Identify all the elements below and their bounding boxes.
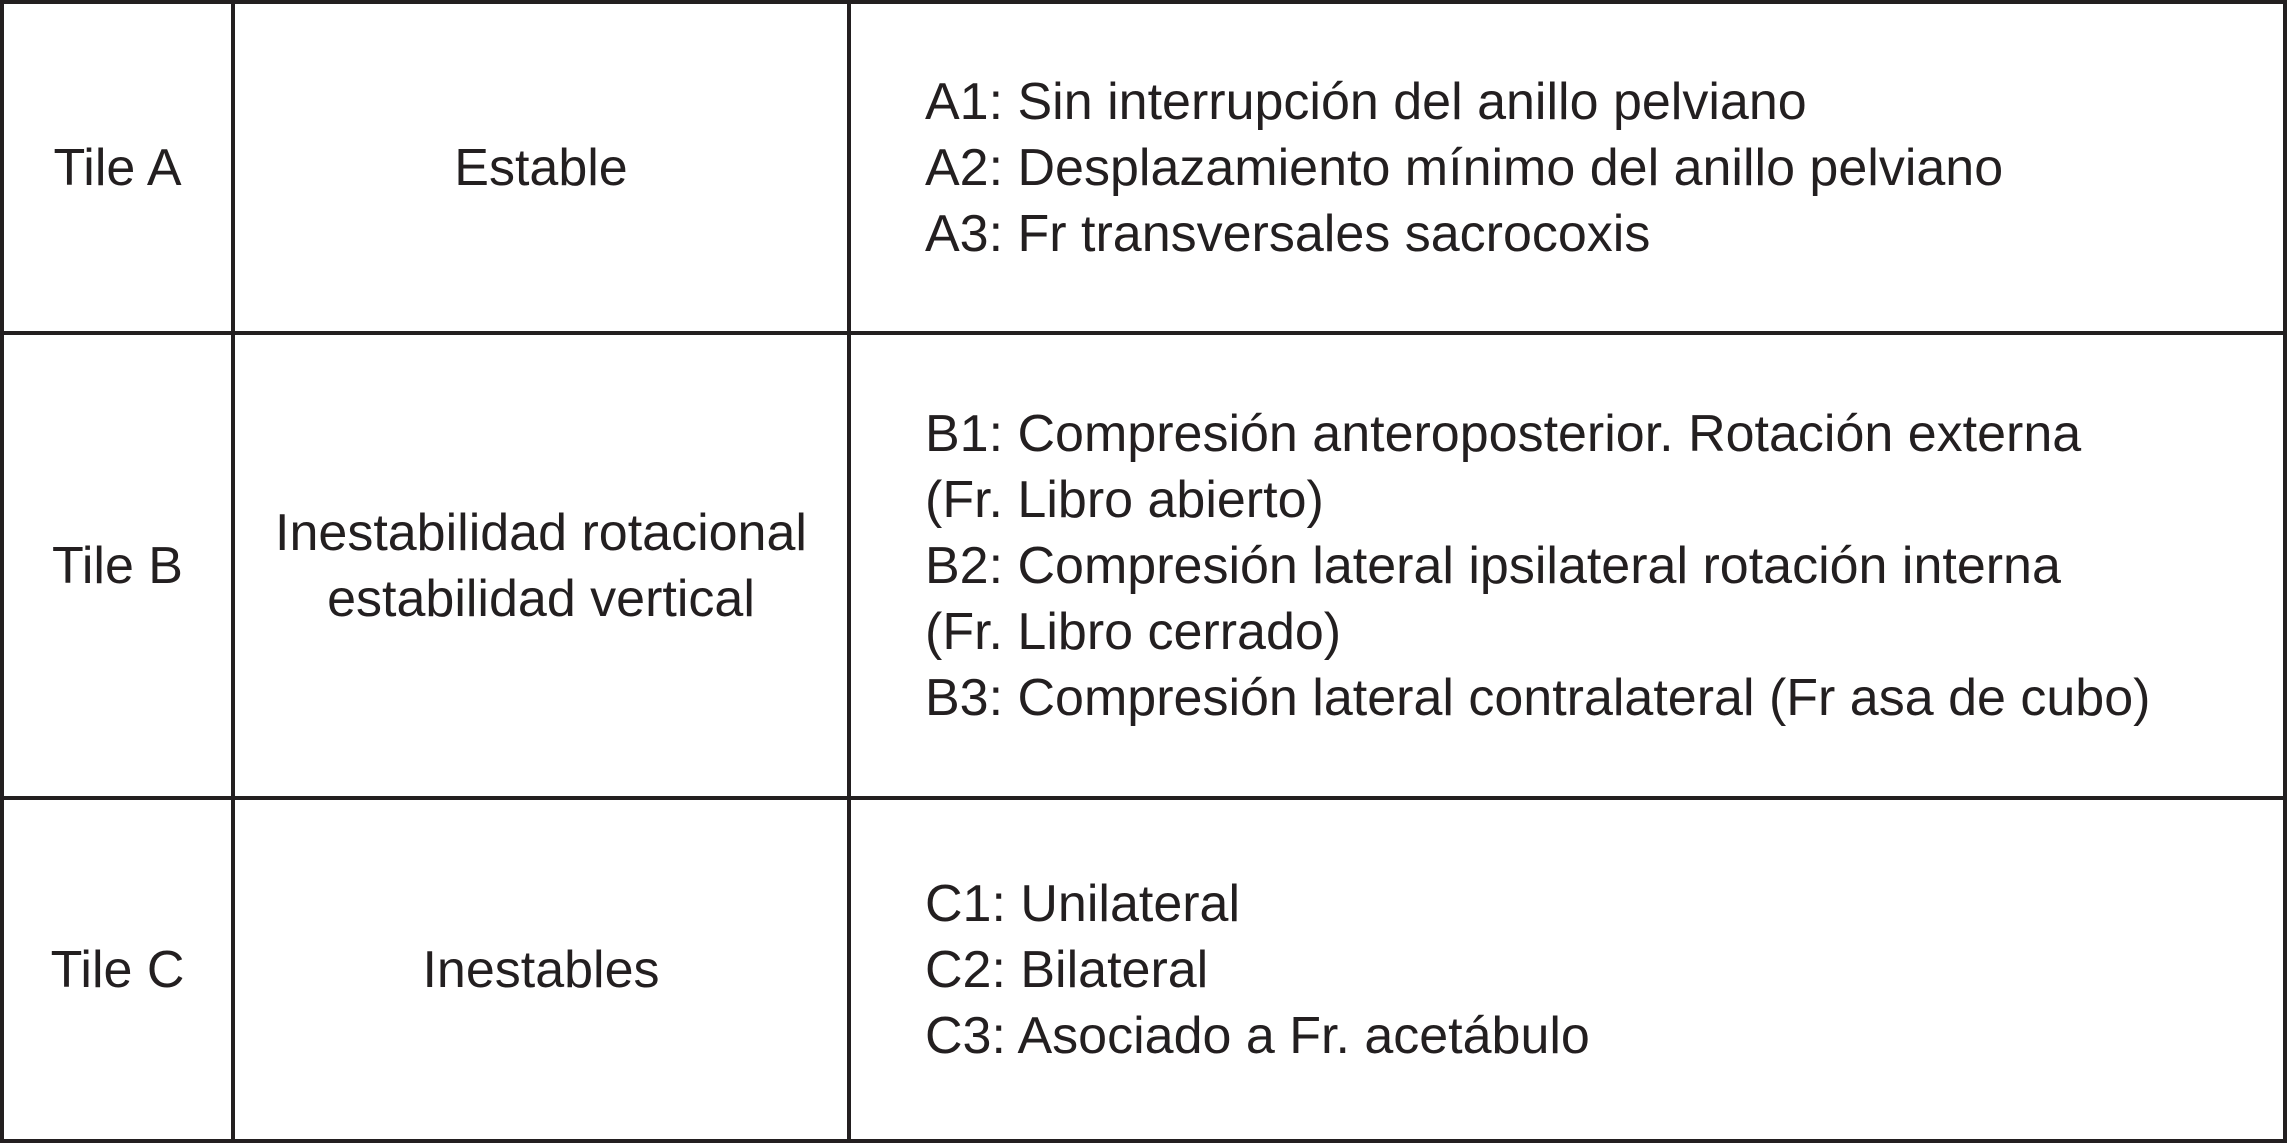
subtypes-cell [849, 2, 2285, 333]
stability-label: estabilidad vertical [327, 569, 755, 628]
subtype-line: C2: Bilateral [925, 940, 1209, 999]
tile-type-label: Tile C [50, 940, 185, 999]
subtype-line: B2: Compresión lateral ipsilateral rotación interna [925, 536, 2061, 595]
tile-type-cell [2, 333, 233, 798]
tile-type-label: Tile A [53, 138, 182, 197]
tile-type-label: Tile B [52, 536, 183, 595]
subtypes-cell [849, 333, 2285, 798]
stability-cell [233, 798, 849, 1141]
stability-label: Inestabilidad rotacional [275, 503, 807, 562]
stability-label: Estable [454, 138, 628, 197]
table-body [2, 2, 2285, 1141]
tile-type-cell [2, 798, 233, 1141]
stability-cell [233, 333, 849, 798]
subtype-line: (Fr. Libro cerrado) [925, 602, 1342, 661]
subtype-line: C3: Asociado a Fr. acetábulo [925, 1006, 1590, 1065]
subtype-line: B1: Compresión anteroposterior. Rotación externa [925, 404, 2082, 463]
subtype-line: A1: Sin interrupción del anillo pelviano [925, 72, 1807, 131]
subtype-line: (Fr. Libro abierto) [925, 470, 1324, 529]
table-row-tile-c [2, 798, 2285, 1141]
subtype-line: A3: Fr transversales sacrocoxis [925, 204, 1651, 263]
subtypes-cell [849, 798, 2285, 1141]
table-row-tile-b [2, 333, 2285, 798]
subtype-line: C1: Unilateral [925, 874, 1241, 933]
stability-cell [233, 2, 849, 333]
stability-label: Inestables [422, 940, 660, 999]
table-row-tile-a [2, 2, 2285, 333]
tile-type-cell [2, 2, 233, 333]
subtype-line: B3: Compresión lateral contralateral (Fr asa de cubo) [925, 668, 2151, 727]
subtype-line: A2: Desplazamiento mínimo del anillo pelviano [925, 138, 2004, 197]
